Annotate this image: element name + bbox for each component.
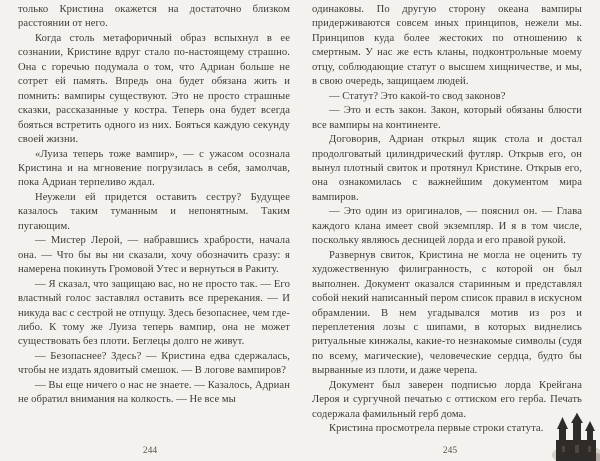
paragraph: «Луиза теперь тоже вампир», — с ужасом осознала Кристина и на мгновение погрузилась в себя, замолчав, пока Адриан терпеливо ждал. [18,148,290,189]
paragraph: Документ был заверен подписью лорда Крейгана Лероя и сургучной печатью с оттиском его герба. Печать содержала фамильный герб дома. [312,379,582,420]
page-right [300,0,600,461]
page-right-text [312,3,582,437]
paragraph: Развернув свиток, Кристина не могла не оценить ту художественную филигранность, с которой он был выполнен. Документ оказался старинным и представлял собой некий написанный пером список правил в искусном обрамлении. В нем угадывался мотив из роз и переплетения лозы с шипами, в которых виднелись ритуальные кинжалы, какие-то незнакомые символы (судя по всему, магические), человеческие сердца, будто бы вырванные из плоти, и даже черепа. [312,249,582,377]
paragraph: — Статут? Это какой-то свод законов? [329,90,506,102]
paragraph: — Это и есть закон. Закон, который обязаны блюсти все вампиры на континенте. [312,105,582,131]
paragraph: — Это один из оригиналов, — пояснил он. — Глава каждого клана имеет свой экземпляр. И я в том числе, поскольку являюсь десницей лорда и его правой рукой. [312,206,582,247]
paragraph: — Мистер Лерой, — набравшись храбрости, начала она. — Что бы вы ни сказали, хочу обозначить сразу: я намерена покинуть Громовой Утес и вернуться в Ракиту. [18,235,290,276]
page-number-left: 244 [142,446,158,456]
paragraph: — Я сказал, что защищаю вас, но не просто так. — Его властный голос заставлял оставить все пререкания. — И никуда вас с сестрой не отпущу. Здесь безопаснее, чем где-либо. К тому же Луиза теперь вампир, она не может существовать без плоти. Беглецы долго не живут. [18,278,290,348]
paragraph: — Безопаснее? Здесь? — Кристина едва сдержалась, чтобы не издать ядовитый смешок. — В логове вампиров? [18,350,290,377]
paragraph: — Вы еще ничего о нас не знаете. — Казалось, Адриан не обратил внимания на колкость. — Не все мы [18,379,290,406]
page-number-right: 245 [442,446,458,456]
page-left-text [18,3,290,408]
paragraph: только Кристина окажется на достаточно близком расстоянии от него. [18,4,290,30]
paragraph: Кристина просмотрела первые строки статута. [329,423,544,435]
paragraph: одинаковы. По другую сторону океана вампиры придерживаются совсем иных принципов, нежели мы. Принципов куда более жестоких по отношению к смертным. У нас же есть кланы, подконтрольные моему отцу, соблюдающие статут о высшем хищничестве, и мы, в свою очередь, защищаем людей. [312,4,582,88]
paragraph: Договорив, Адриан открыл ящик стола и достал продолговатый цилиндрический футляр. Открыв его, он вынул плотный свиток и протянул Кристине. Открыв его, она ознакомилась с важнейшим документом мира вампиров. [312,134,582,203]
paragraph: Неужели ей придется оставить сестру? Будущее казалось таким туманным и непонятным. Таким пугающим. [18,191,290,232]
paragraph: Когда столь метафоричный образ вспыхнул в ее сознании, Кристине вдруг стало по-настоящему страшно. Она с горечью подумала о том, что Адриан больше не сотрет ей память. Впредь она будет обязана жить и помнить: вампиры существуют. Это не просто страшные сказки, рассказанные у костра. Теперь она будет всегда бояться встретить одного из них. Бояться каждую секунду своей жизни. [18,32,290,146]
